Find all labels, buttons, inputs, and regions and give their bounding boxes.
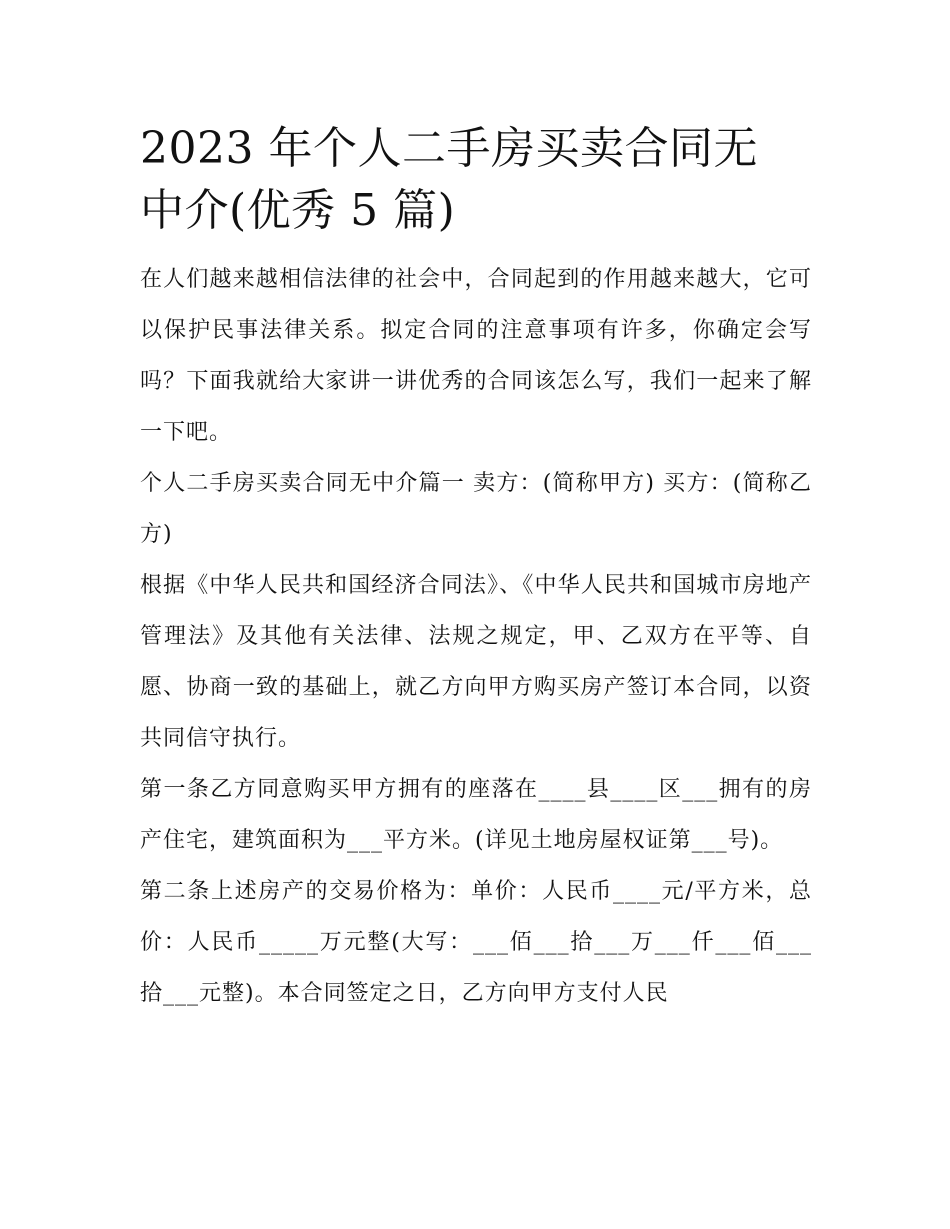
document-title-line-1: 2023 年个人二手房买卖合同无 (140, 123, 758, 174)
article-one-paragraph: 第一条乙方同意购买甲方拥有的座落在____县____区___拥有的房产住宅，建筑面积为___平方米。(详见土地房屋权证第___号)。 (140, 777, 812, 853)
intro-paragraph: 在人们越来越相信法律的社会中，合同起到的作用越来越大，它可以保护民事法律关系。拟定合同的注意事项有许多，你确定会写吗？下面我就给大家讲一讲优秀的合同该怎么写，我们一起来了解一下吧。 (140, 267, 812, 445)
document-title-line-2: 中介(优秀 5 篇) (140, 185, 456, 236)
contract-parties-paragraph: 个人二手房买卖合同无中介篇一 卖方：(简称甲方) 买方：(简称乙方) (140, 471, 812, 547)
legal-basis-paragraph: 根据《中华人民共和国经济合同法》、《中华人民共和国城市房地产管理法》及其他有关法律、法规之规定，甲、乙双方在平等、自愿、协商一致的基础上，就乙方向甲方购买房产签订本合同，以资共同信守执行。 (140, 573, 812, 751)
article-two-paragraph: 第二条上述房产的交易价格为：单价：人民币____元/平方米，总价：人民币_____万元整(大写：___佰___拾___万___仟___佰___拾___元整)。本合同签定之日，乙方向甲方支付人民 (140, 879, 812, 1006)
document-title (140, 118, 812, 242)
document-content (140, 118, 812, 1019)
